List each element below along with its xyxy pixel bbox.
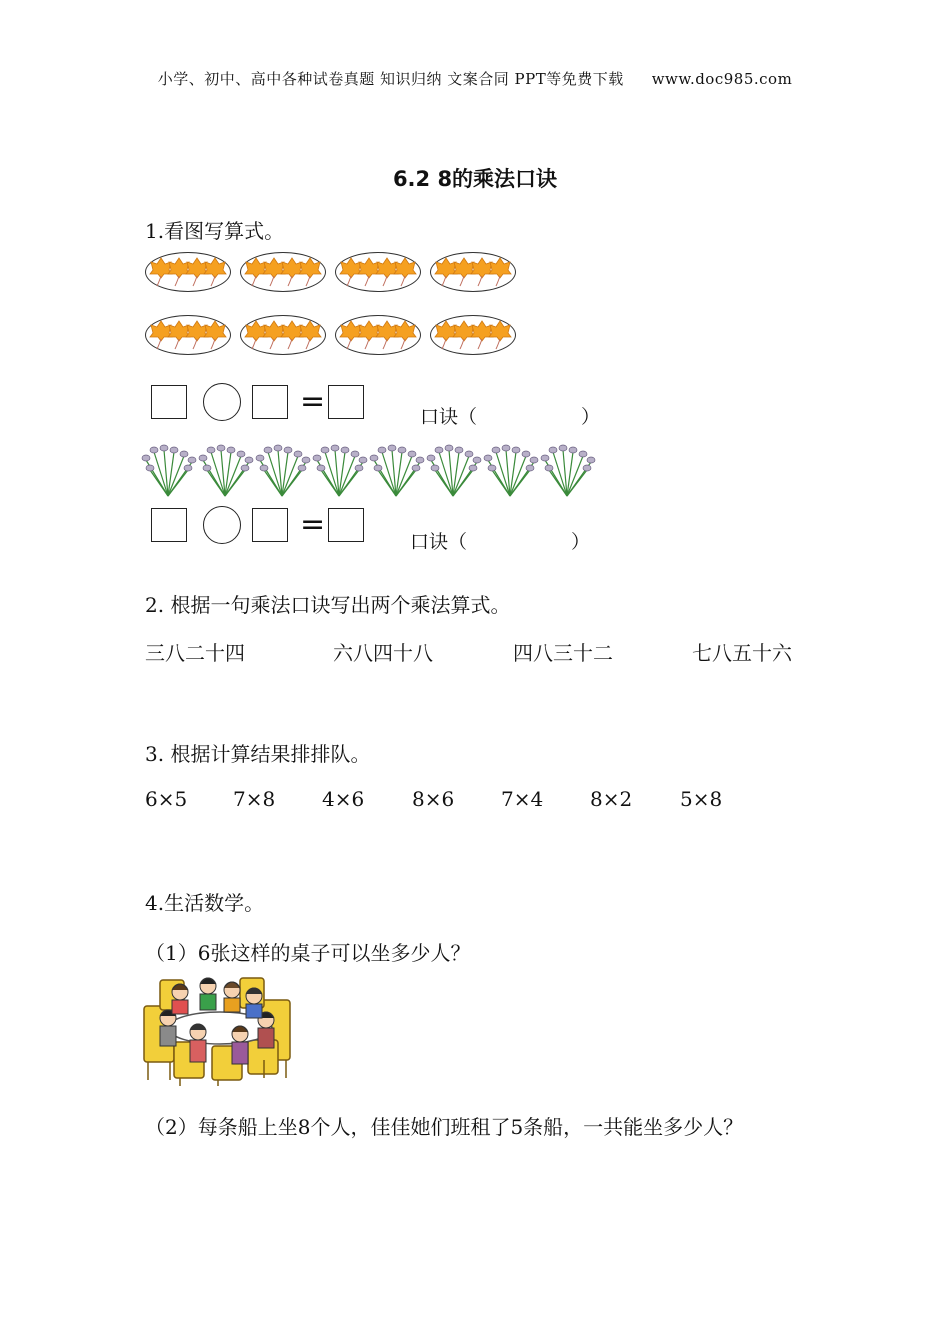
expression-item: 8×2 — [590, 787, 633, 811]
answer-box[interactable] — [328, 385, 364, 419]
answer-box[interactable] — [151, 385, 187, 419]
flower-bouquets-illustration — [140, 440, 600, 502]
answer-box[interactable] — [252, 385, 288, 419]
equals-sign: = — [300, 507, 326, 542]
flower-bouquet-icon — [256, 445, 310, 496]
expression-item: 6×5 — [145, 787, 188, 811]
header-site: www.doc985.com — [651, 70, 793, 88]
answer-box[interactable] — [151, 508, 187, 542]
q4-sub1: （1）6张这样的桌子可以坐多少人？ — [145, 941, 471, 965]
flower-bouquet-icon — [427, 445, 481, 496]
equals-sign: = — [300, 384, 326, 419]
koujue-close: ） — [581, 406, 601, 428]
koujue-label: 口诀（ — [410, 531, 468, 553]
answer-box[interactable] — [328, 508, 364, 542]
expression-item: 8×6 — [412, 787, 455, 811]
header-text: 小学、初中、高中各种试卷真题 知识归纳 文案合同 PPT等免费下载 — [157, 70, 624, 88]
koujue-close: ） — [571, 531, 591, 553]
koujue-item: 三八二十四 — [145, 641, 245, 665]
q1-heading: 1.看图写算式。 — [145, 219, 285, 243]
koujue-label: 口诀（ — [420, 406, 478, 428]
q4-heading: 4.生活数学。 — [145, 891, 265, 915]
flower-bouquet-icon — [199, 445, 253, 496]
q4-sub2: （2）每条船上坐8个人，佳佳她们班租了5条船，一共能坐多少人？ — [145, 1115, 744, 1139]
flower-bouquet-icon — [313, 445, 367, 496]
flower-bouquet-icon — [484, 445, 538, 496]
flower-bouquet-icon — [142, 445, 196, 496]
answer-box[interactable] — [252, 508, 288, 542]
koujue-line — [420, 402, 600, 429]
expression-item: 5×8 — [680, 787, 723, 811]
table-with-children-illustration — [140, 970, 300, 1088]
operator-circle[interactable] — [203, 383, 241, 421]
flower-bouquet-icon — [370, 445, 424, 496]
maple-leaves-illustration — [0, 0, 950, 400]
koujue-item: 四八三十二 — [513, 641, 613, 665]
operator-circle[interactable] — [203, 506, 241, 544]
koujue-line — [410, 527, 590, 554]
flower-bouquet-icon — [541, 445, 595, 496]
koujue-item: 七八五十六 — [692, 641, 792, 665]
q2-heading: 2. 根据一句乘法口诀写出两个乘法算式。 — [145, 593, 511, 617]
q3-heading: 3. 根据计算结果排排队。 — [145, 742, 371, 766]
koujue-item: 六八四十八 — [333, 641, 433, 665]
expression-item: 7×8 — [233, 787, 276, 811]
page-title: 6.2 8的乘法口诀 — [392, 167, 558, 191]
expression-item: 7×4 — [501, 787, 544, 811]
expression-item: 4×6 — [322, 787, 365, 811]
